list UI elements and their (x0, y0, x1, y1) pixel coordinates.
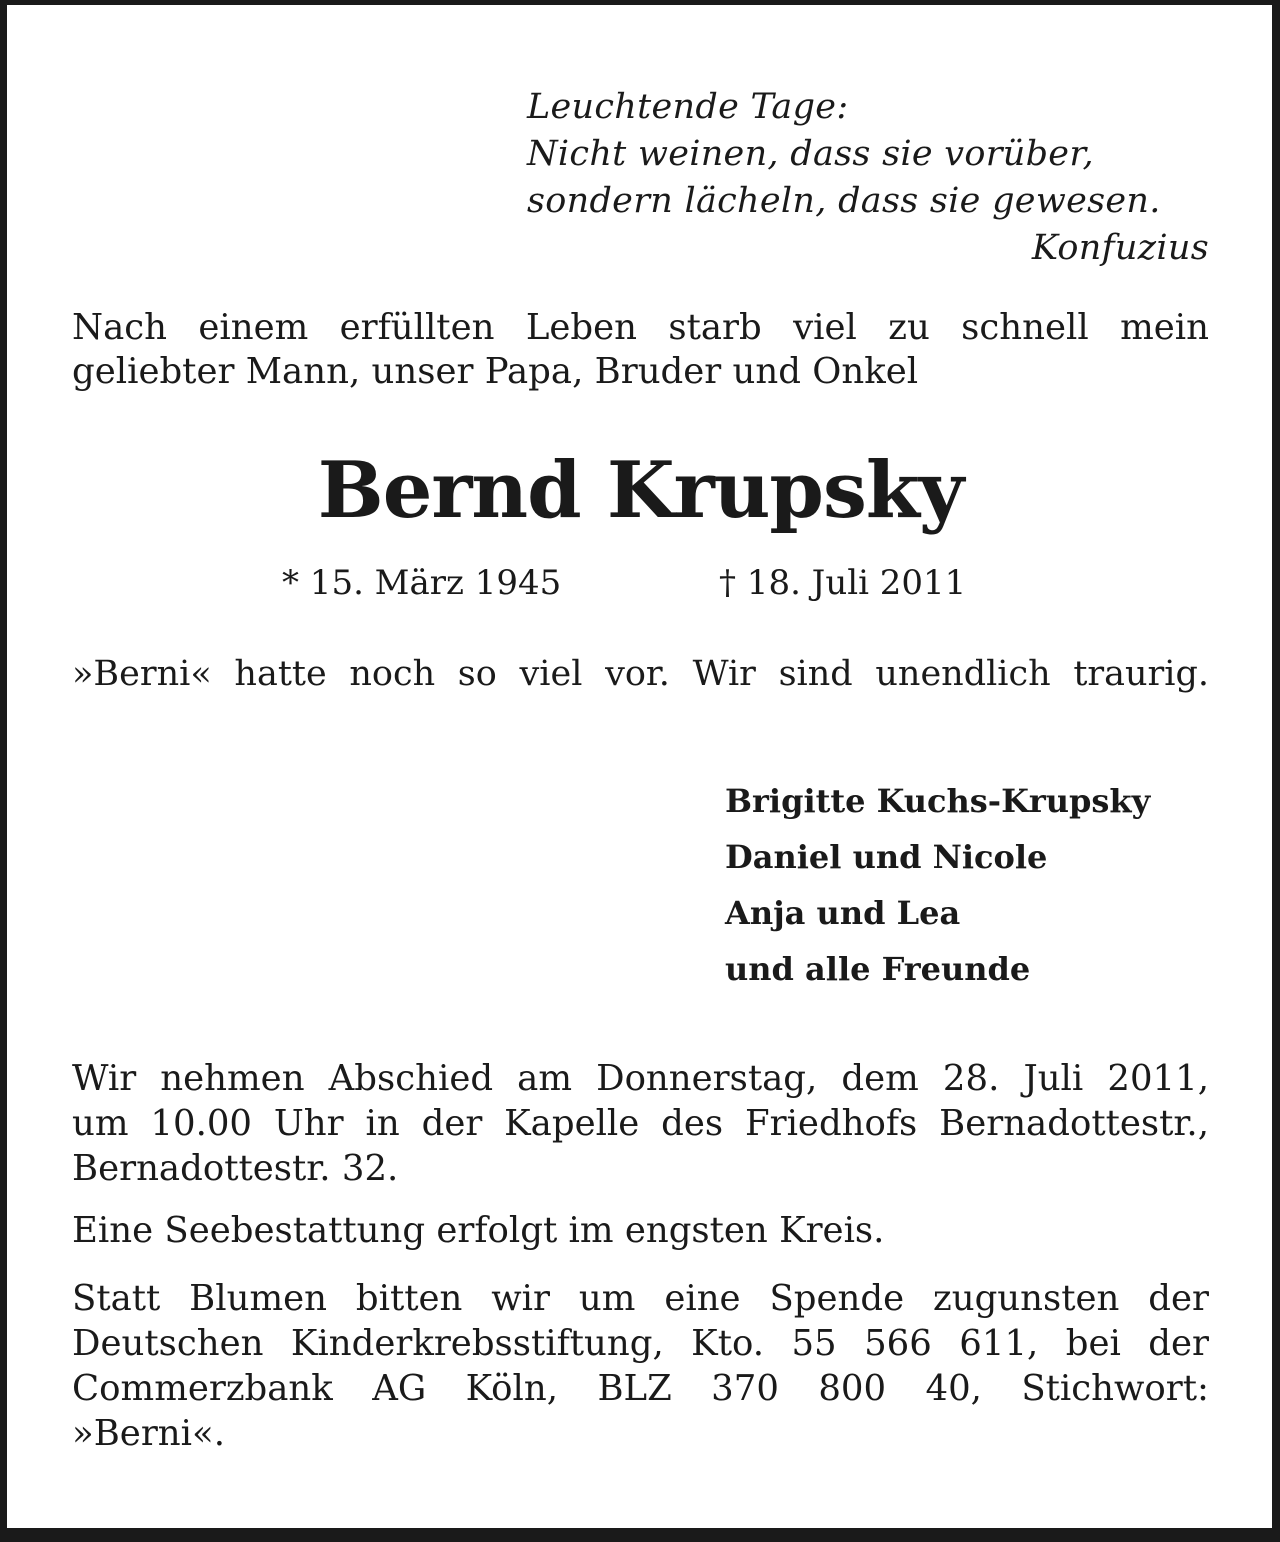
death-date: † 18. Juli 2011 (719, 563, 967, 603)
confucius-quote (527, 84, 1209, 272)
donation-line: »Berni«. (72, 1413, 226, 1454)
intro-text (72, 306, 1209, 394)
farewell-line: Wir nehmen Abschied am Donnerstag, dem 28. Juli 2011, (72, 1058, 1209, 1099)
birth-date: * 15. März 1945 (282, 563, 562, 603)
family-member: Brigitte Kuchs-Krupsky (725, 782, 1151, 820)
quote-author: Konfuzius (1031, 228, 1209, 268)
donation-request (72, 1276, 1209, 1456)
quote-line: Nicht weinen, dass sie vorüber, (527, 134, 1094, 174)
family-member: und alle Freunde (725, 950, 1031, 988)
mourning-line: »Berni« hatte noch so viel vor. Wir sind unendlich traurig. (72, 654, 1209, 694)
farewell-info (72, 1056, 1209, 1191)
quote-line: Leuchtende Tage: (527, 87, 849, 127)
family-member: Anja und Lea (725, 894, 961, 932)
intro-line: geliebter Mann, unser Papa, Bruder und Onkel (72, 351, 919, 392)
farewell-line: um 10.00 Uhr in der Kapelle des Friedhofs Bernadottestr., (72, 1103, 1209, 1144)
donation-line: Deutschen Kinderkrebsstiftung, Kto. 55 566 611, bei der (72, 1323, 1209, 1364)
donation-line: Statt Blumen bitten wir um eine Spende zugunsten der (72, 1278, 1209, 1319)
farewell-line: Bernadottestr. 32. (72, 1148, 399, 1189)
quote-line: sondern lächeln, dass sie gewesen. (527, 181, 1161, 221)
deceased-name: Bernd Krupsky (317, 445, 964, 536)
family-member: Daniel und Nicole (725, 838, 1048, 876)
intro-line: Nach einem erfüllten Leben starb viel zu schnell mein (72, 307, 1209, 348)
burial-info: Eine Seebestattung erfolgt im engsten Kreis. (72, 1210, 885, 1251)
donation-line: Commerzbank AG Köln, BLZ 370 800 40, Stichwort: (72, 1368, 1209, 1409)
family-signatures (725, 773, 1209, 997)
